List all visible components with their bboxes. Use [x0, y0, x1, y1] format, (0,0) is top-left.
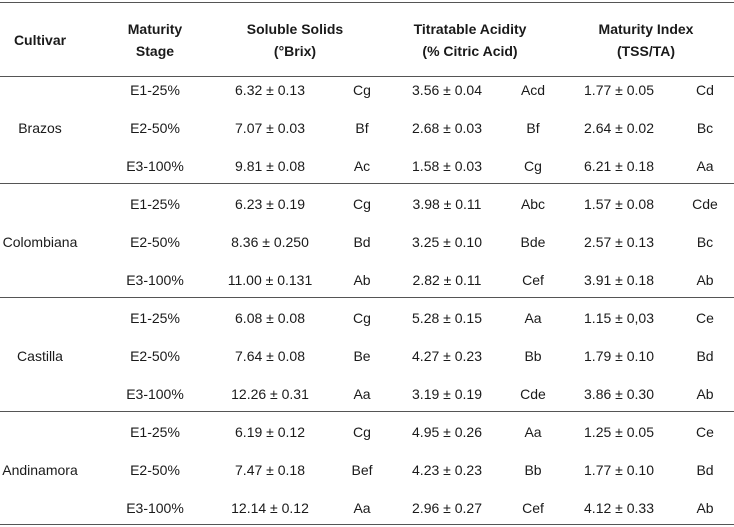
titratable-acidity-significance: Bb: [524, 462, 542, 478]
maturity-stage-cell: E3-100%: [126, 500, 184, 516]
soluble-solids-value: 11.00 ± 0.131: [227, 272, 313, 288]
maturity-stage-cell: E1-25%: [130, 82, 180, 98]
soluble-solids-significance: Be: [353, 348, 371, 364]
maturity-index-value: 2.64 ± 0.02: [584, 120, 654, 136]
titratable-acidity-significance: Cef: [522, 272, 544, 288]
maturity-index-significance: Ce: [696, 424, 714, 440]
group-separator-rule: [0, 411, 734, 412]
group-separator-rule: [0, 183, 734, 184]
titratable-acidity-value: 4.95 ± 0.26: [412, 424, 482, 440]
maturity-index-significance: Cd: [696, 82, 714, 98]
titratable-acidity-value: 2.68 ± 0.03: [412, 120, 482, 136]
soluble-solids-significance: Ab: [353, 272, 371, 288]
titratable-acidity-significance: Cef: [522, 500, 544, 516]
soluble-solids-value: 7.64 ± 0.08: [235, 348, 305, 364]
header-soluble-solids: Soluble Solids (°Brix): [246, 21, 344, 59]
header-titratable-acidity: Titratable Acidity (% Citric Acid): [413, 21, 527, 59]
titratable-acidity-significance: Abc: [520, 196, 546, 212]
titratable-acidity-significance: Aa: [524, 310, 542, 326]
cultivar-name: Castilla: [17, 348, 63, 364]
titratable-acidity-value: 2.82 ± 0.11: [412, 272, 482, 288]
maturity-stage-cell: E1-25%: [130, 310, 180, 326]
titratable-acidity-value: 4.27 ± 0.23: [412, 348, 482, 364]
maturity-index-value: 4.12 ± 0.33: [584, 500, 654, 516]
maturity-stage-cell: E1-25%: [130, 196, 180, 212]
maturity-index-significance: Bc: [696, 120, 714, 136]
maturity-index-significance: Ab: [696, 272, 714, 288]
maturity-index-value: 1.77 ± 0.10: [584, 462, 654, 478]
maturity-index-significance: Ab: [696, 386, 714, 402]
soluble-solids-significance: Bd: [353, 234, 371, 250]
soluble-solids-significance: Ac: [353, 158, 371, 174]
maturity-index-value: 1.25 ± 0.05: [584, 424, 654, 440]
maturity-stage-cell: E2-50%: [130, 462, 180, 478]
titratable-acidity-value: 2.96 ± 0.27: [412, 500, 482, 516]
soluble-solids-value: 12.14 ± 0.12: [231, 500, 309, 516]
soluble-solids-value: 12.26 ± 0.31: [231, 386, 309, 402]
titratable-acidity-significance: Bde: [520, 234, 546, 250]
maturity-index-significance: Aa: [696, 158, 714, 174]
maturity-index-value: 1.57 ± 0.08: [584, 196, 654, 212]
maturity-stage-cell: E3-100%: [126, 272, 184, 288]
cultivar-name: Colombiana: [2, 234, 78, 250]
header-bottom-rule: [0, 76, 734, 77]
soluble-solids-significance: Cg: [353, 310, 371, 326]
header-maturity-stage: Maturity Stage: [127, 21, 183, 59]
titratable-acidity-significance: Bb: [524, 348, 542, 364]
maturity-stage-cell: E3-100%: [126, 386, 184, 402]
maturity-index-value: 1.79 ± 0.10: [584, 348, 654, 364]
soluble-solids-significance: Aa: [353, 386, 371, 402]
maturity-index-value: 3.91 ± 0.18: [584, 272, 654, 288]
maturity-index-value: 3.86 ± 0.30: [584, 386, 654, 402]
soluble-solids-value: 6.19 ± 0.12: [235, 424, 305, 440]
cultivar-name: Andinamora: [2, 462, 78, 478]
table-top-rule: [0, 2, 734, 3]
titratable-acidity-value: 5.28 ± 0.15: [412, 310, 482, 326]
soluble-solids-value: 8.36 ± 0.250: [231, 234, 309, 250]
soluble-solids-significance: Aa: [353, 500, 371, 516]
titratable-acidity-significance: Cde: [520, 386, 546, 402]
maturity-index-significance: Bd: [696, 348, 714, 364]
titratable-acidity-significance: Bf: [526, 120, 540, 136]
maturity-index-significance: Ce: [696, 310, 714, 326]
header-cultivar: Cultivar: [13, 32, 67, 48]
header-maturity-index: Maturity Index (TSS/TA): [598, 21, 694, 59]
maturity-stage-cell: E2-50%: [130, 120, 180, 136]
soluble-solids-significance: Cg: [353, 424, 371, 440]
soluble-solids-value: 7.07 ± 0.03: [235, 120, 305, 136]
soluble-solids-significance: Cg: [353, 196, 371, 212]
maturity-stage-cell: E1-25%: [130, 424, 180, 440]
maturity-index-significance: Ab: [696, 500, 714, 516]
soluble-solids-value: 6.08 ± 0.08: [235, 310, 305, 326]
maturity-index-value: 1.77 ± 0.05: [584, 82, 654, 98]
table-bottom-rule: [0, 524, 734, 525]
maturity-stage-cell: E2-50%: [130, 234, 180, 250]
maturity-index-significance: Cde: [692, 196, 718, 212]
soluble-solids-significance: Cg: [353, 82, 371, 98]
soluble-solids-value: 9.81 ± 0.08: [235, 158, 305, 174]
maturity-index-value: 6.21 ± 0.18: [584, 158, 654, 174]
maturity-index-significance: Bd: [696, 462, 714, 478]
titratable-acidity-value: 3.19 ± 0.19: [412, 386, 482, 402]
soluble-solids-value: 7.47 ± 0.18: [235, 462, 305, 478]
titratable-acidity-value: 1.58 ± 0.03: [412, 158, 482, 174]
group-separator-rule: [0, 297, 734, 298]
maturity-index-significance: Bc: [696, 234, 714, 250]
titratable-acidity-value: 3.56 ± 0.04: [412, 82, 482, 98]
soluble-solids-significance: Bf: [355, 120, 369, 136]
soluble-solids-significance: Bef: [351, 462, 373, 478]
maturity-stage-cell: E2-50%: [130, 348, 180, 364]
titratable-acidity-significance: Aa: [524, 424, 542, 440]
titratable-acidity-significance: Cg: [524, 158, 542, 174]
titratable-acidity-value: 3.25 ± 0.10: [412, 234, 482, 250]
maturity-index-value: 1.15 ± 0,03: [584, 310, 654, 326]
titratable-acidity-significance: Acd: [520, 82, 546, 98]
soluble-solids-value: 6.32 ± 0.13: [235, 82, 305, 98]
titratable-acidity-value: 3.98 ± 0.11: [412, 196, 482, 212]
cultivar-name: Brazos: [18, 120, 62, 136]
titratable-acidity-value: 4.23 ± 0.23: [412, 462, 482, 478]
maturity-index-value: 2.57 ± 0.13: [584, 234, 654, 250]
maturity-stage-cell: E3-100%: [126, 158, 184, 174]
soluble-solids-value: 6.23 ± 0.19: [235, 196, 305, 212]
